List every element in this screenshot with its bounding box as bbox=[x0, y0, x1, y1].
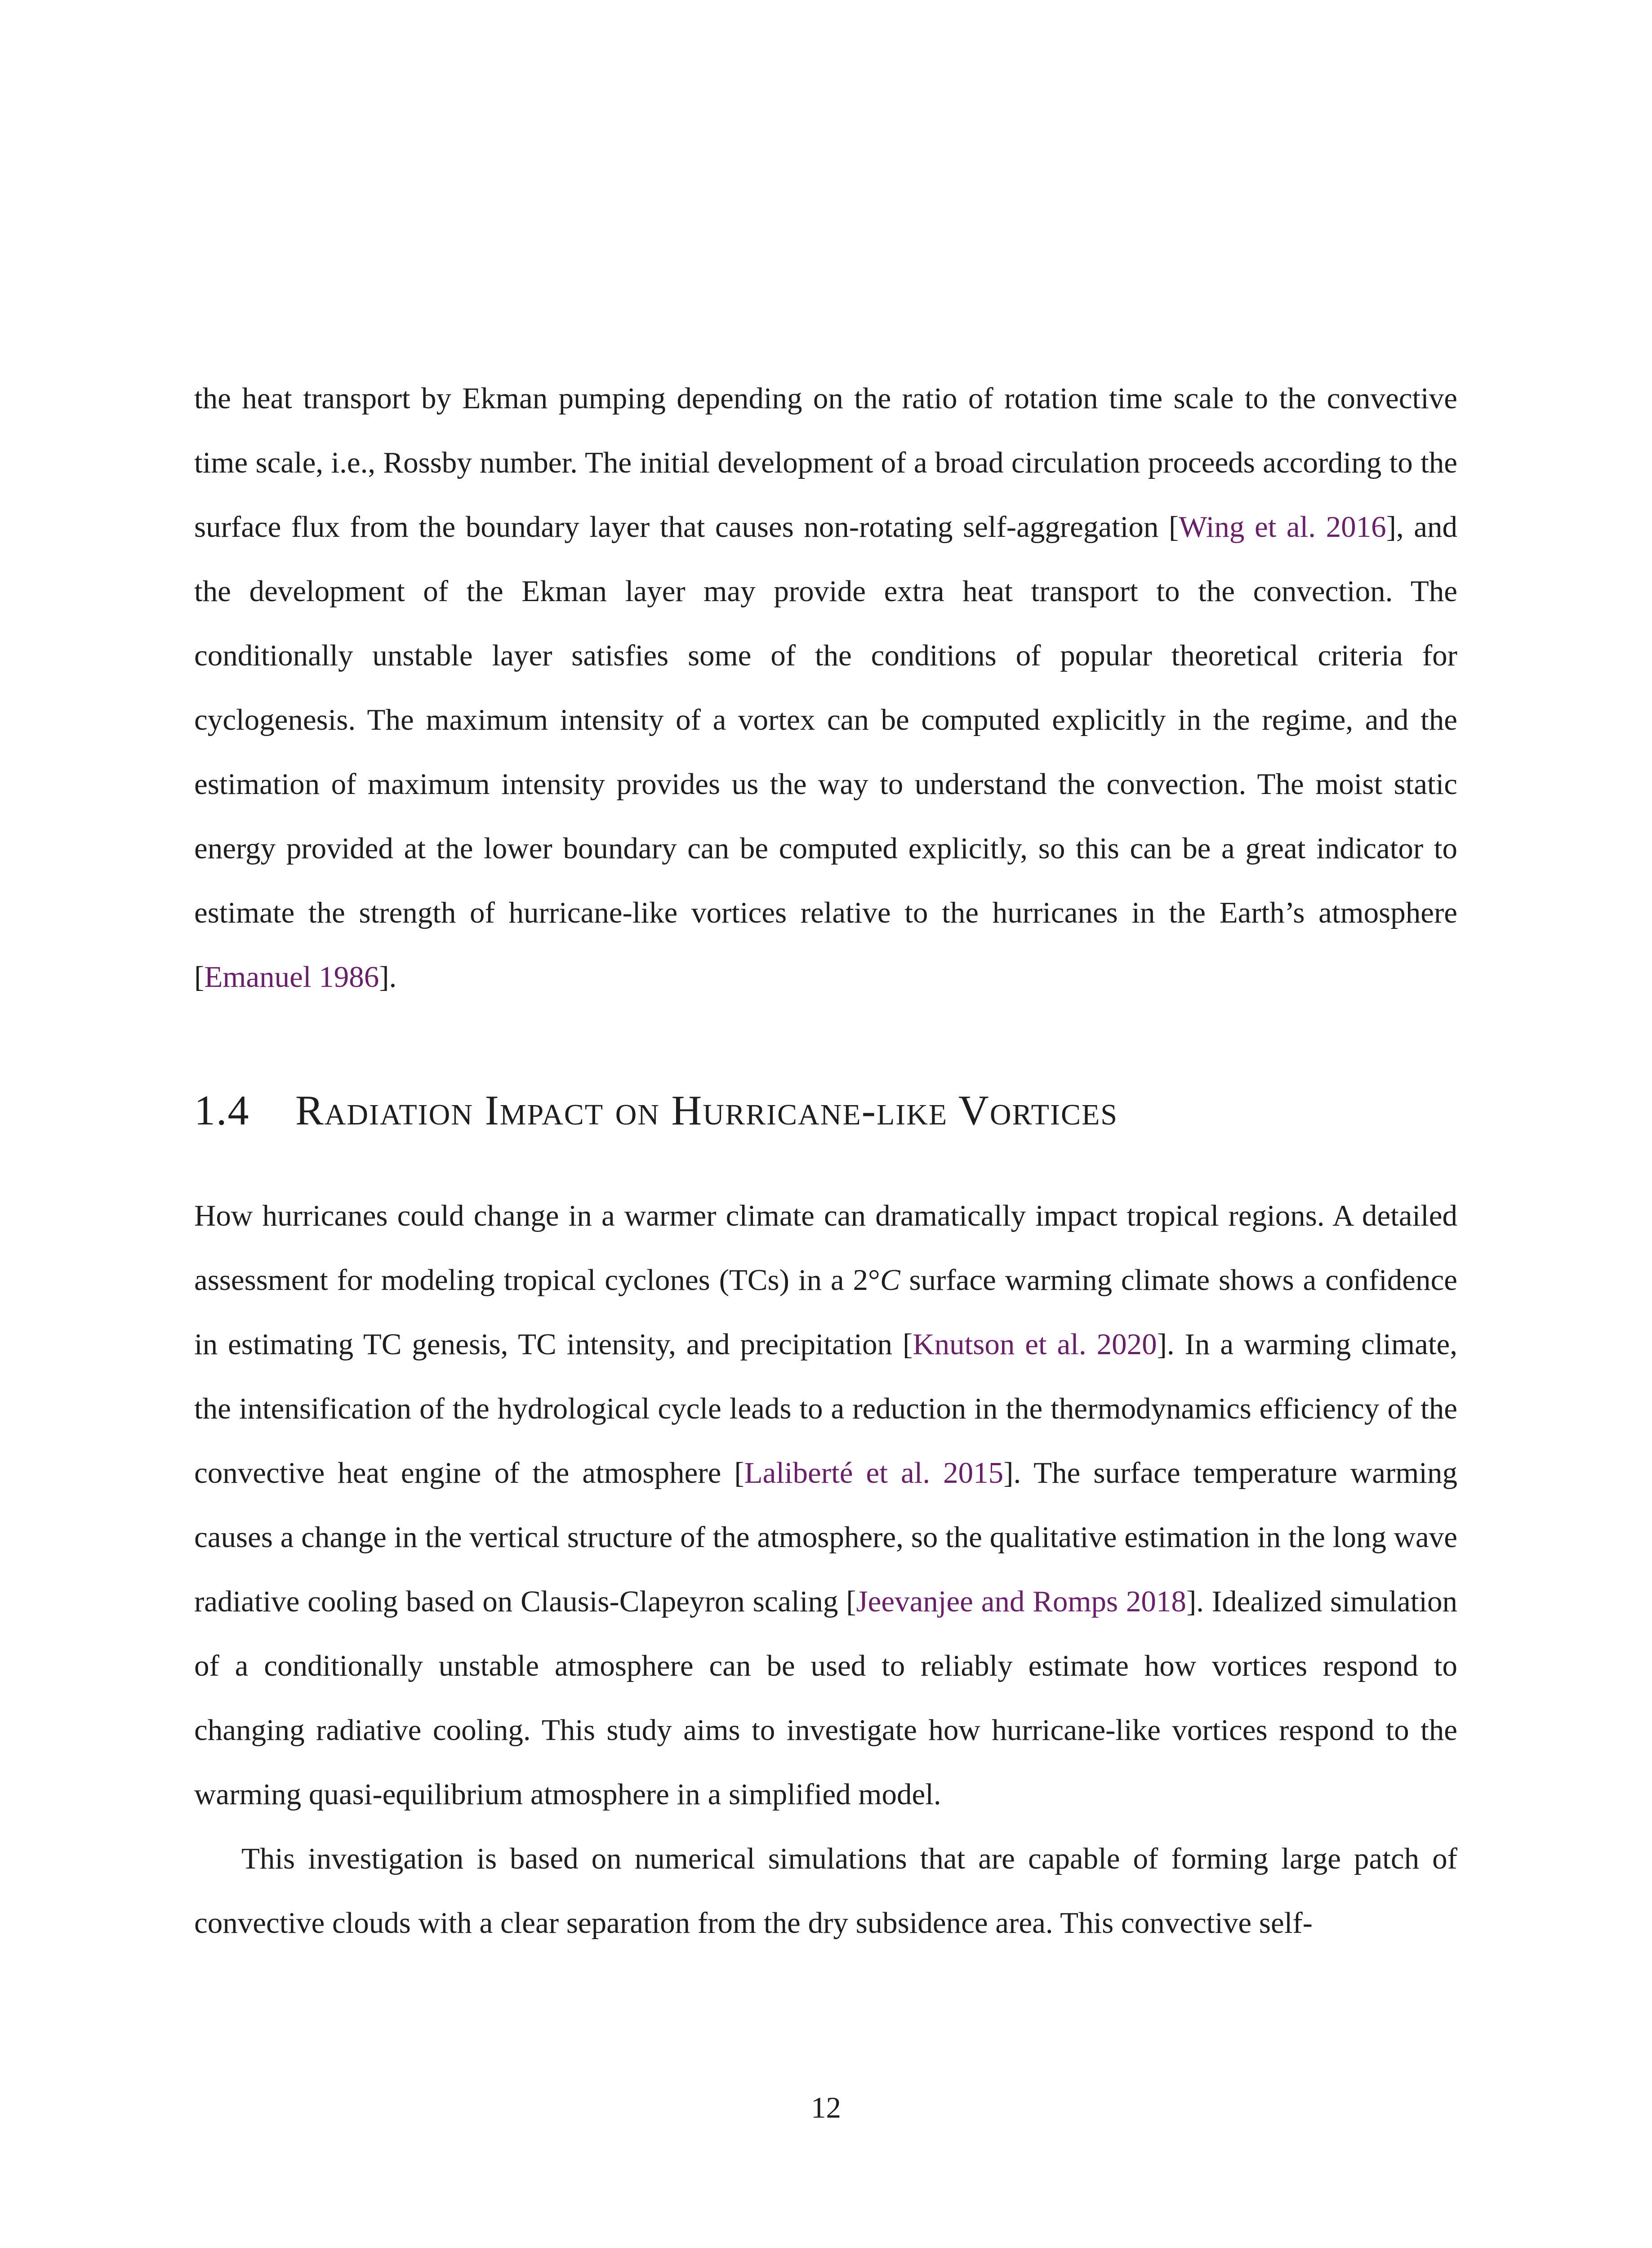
citation-link-wing[interactable]: Wing et al. 2016 bbox=[1179, 510, 1386, 544]
citation-open-bracket: [ bbox=[734, 1456, 744, 1490]
citation-close-bracket: ] bbox=[1003, 1456, 1014, 1490]
paragraph-text: the heat transport by Ekman pumping depending on the ratio of rotation time scale to the convective time scale, i.e., Rossby number. The initial development of a broad circulation proceeds according to the surface flux from the boundary layer that causes non-rotating self-aggregation bbox=[194, 382, 1457, 544]
citation-close-bracket: ] bbox=[1186, 1585, 1197, 1618]
citation-open-bracket: [ bbox=[1168, 510, 1179, 544]
paragraph-text: . The surface temperature warming causes a change in the vertical structure of the atmosphere, so the qualitative estimation in the long wave radiative cooling based on Clausis-Clapeyron scaling bbox=[194, 1456, 1457, 1618]
paragraph-text: This investigation is based on numerical simulations that are capable of forming large patch of convective clouds with a clear separation from the dry subsidence area. This convective self- bbox=[194, 1842, 1457, 1940]
paragraph-text: , and the development of the Ekman layer may provide extra heat transport to the convection. The conditionally unstable layer satisfies some of the conditions of popular theoretical criteria for cyclogenesis. The maximum intensity of a vortex can be computed explicitly in the regime, and the estimation of maximum intensity provides us the way to understand the convection. The moist static energy provided at the lower boundary can be computed explicitly, so this can be a great indicator to estimate the strength of hurricane-like vortices relative to the hurricanes in the Earth’s atmosphere bbox=[194, 510, 1457, 929]
citation-close-bracket: ] bbox=[379, 960, 389, 994]
citation-open-bracket: [ bbox=[194, 960, 205, 994]
section-body bbox=[194, 1184, 1457, 1955]
citation-link-jeevanjee[interactable]: Jeevanjee and Romps 2018 bbox=[856, 1585, 1186, 1618]
citation-close-bracket: ] bbox=[1386, 510, 1396, 544]
temperature-unit: C bbox=[880, 1263, 900, 1297]
paragraph bbox=[194, 1827, 1457, 1955]
citation-link-knutson[interactable]: Knutson et al. 2020 bbox=[913, 1328, 1157, 1361]
citation-open-bracket: [ bbox=[846, 1585, 856, 1618]
paragraph-text: . bbox=[389, 960, 397, 994]
citation-open-bracket: [ bbox=[902, 1328, 913, 1361]
page-number: 12 bbox=[811, 2091, 841, 2124]
temperature-value: 2° bbox=[853, 1263, 880, 1297]
continued-paragraph bbox=[194, 366, 1457, 1009]
paragraph-text: . In a warming climate, the intensification of the hydrological cycle leads to a reduction in the thermodynamics efficiency of the convective heat engine of the atmosphere bbox=[194, 1328, 1458, 1490]
citation-close-bracket: ] bbox=[1157, 1328, 1167, 1361]
section-title: Radiation Impact on Hurricane-like Vortices bbox=[295, 1087, 1118, 1134]
paragraph-text: . Idealized simulation of a conditionally unstable atmosphere can be used to reliably estimate how vortices respond to changing radiative cooling. This study aims to investigate how hurricane-like vortices respond to the warming quasi-equilibrium atmosphere in a simplified model. bbox=[194, 1585, 1457, 1811]
paragraph-text: How hurricanes could change in a warmer climate can dramatically impact tropical regions. A detailed assessment for modeling tropical cyclones (TCs) in a bbox=[194, 1199, 1457, 1297]
paragraph bbox=[194, 1184, 1457, 1827]
paragraph-text: surface warming climate shows a confidence in estimating TC genesis, TC intensity, and precipitation bbox=[194, 1263, 1457, 1361]
citation-link-emanuel[interactable]: Emanuel 1986 bbox=[204, 960, 379, 994]
section-number: 1.4 bbox=[194, 1087, 250, 1134]
section-heading bbox=[194, 1077, 1457, 1144]
citation-link-laliberte[interactable]: Laliberté et al. 2015 bbox=[744, 1456, 1004, 1490]
